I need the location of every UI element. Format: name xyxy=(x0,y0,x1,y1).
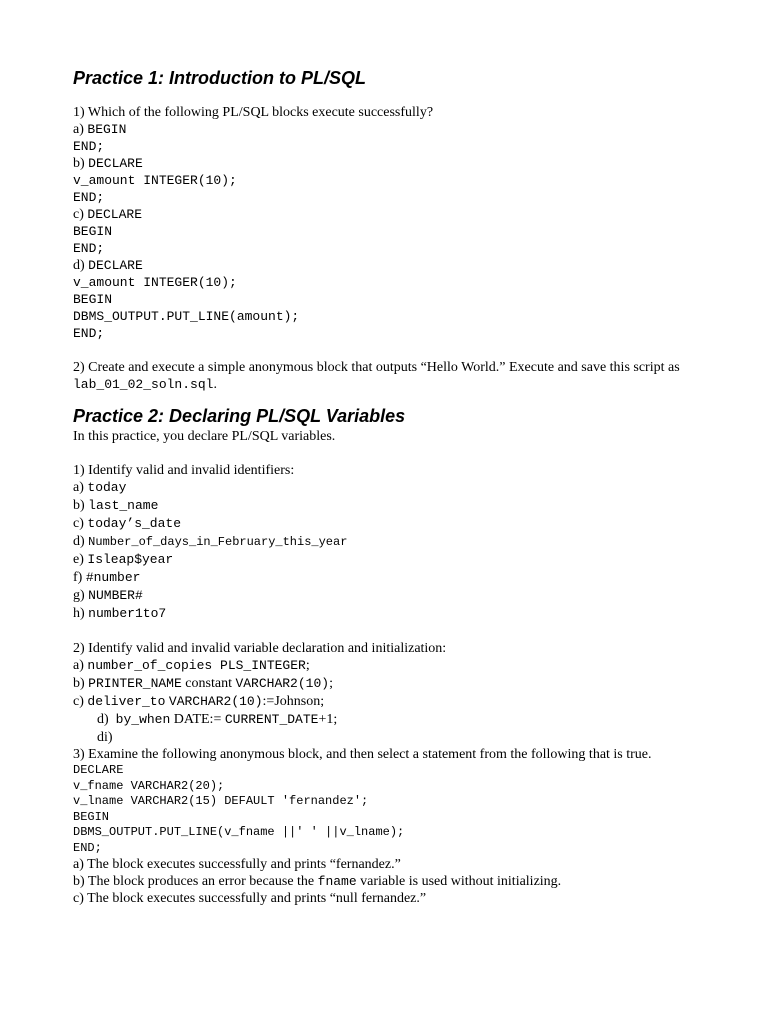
option-label: b) xyxy=(73,498,89,513)
code-text: today’s_date xyxy=(87,516,182,531)
spacer xyxy=(73,393,693,404)
option-label: c) xyxy=(73,694,88,709)
p1-option-a-line2: END; xyxy=(73,139,105,154)
code-text: VARCHAR2(10) xyxy=(168,694,263,709)
identifier-list xyxy=(73,479,693,623)
spacer xyxy=(73,445,693,462)
code-text: BEGIN xyxy=(87,122,127,137)
option-label: a) xyxy=(73,480,88,495)
p1-option-c-line2: BEGIN xyxy=(73,224,113,239)
option-label: c) xyxy=(73,516,88,531)
option-label: b) xyxy=(73,156,89,171)
p2-intro: In this practice, you declare PL/SQL variables. xyxy=(73,429,336,444)
script-filename: lab_01_02_soln.sql xyxy=(73,377,214,392)
plain-text: constant xyxy=(181,676,236,691)
p2-question3: 3) Examine the following anonymous block, and then select a statement from the following that is true. xyxy=(73,747,652,762)
code-text: last_name xyxy=(88,498,159,513)
code-text: number_of_copies PLS_INTEGER xyxy=(87,658,306,673)
p1-option-d-line1 xyxy=(73,257,693,274)
p1-option-d-line4: DBMS_OUTPUT.PUT_LINE(amount); xyxy=(73,309,300,324)
plain-text: ; xyxy=(329,676,333,691)
punctuation: . xyxy=(213,377,217,392)
p2-question1: 1) Identify valid and invalid identifiers: xyxy=(73,463,295,478)
code-text: Number_of_days_in_February_this_year xyxy=(88,535,348,549)
identifier-item xyxy=(73,515,693,533)
code-text: today xyxy=(87,480,127,495)
code-text: DECLARE xyxy=(88,258,143,273)
declaration-b xyxy=(73,675,693,693)
p1-option-a-line1 xyxy=(73,121,693,138)
code-text: deliver_to xyxy=(87,694,166,709)
option-label: e) xyxy=(73,552,88,567)
code-text: by_when xyxy=(115,712,171,727)
code-text: DECLARE xyxy=(87,207,142,222)
p1-question2 xyxy=(73,359,693,393)
code-text: NUMBER# xyxy=(88,588,143,603)
declaration-d xyxy=(73,711,693,729)
plain-text: ; xyxy=(305,658,310,673)
option-label: b) xyxy=(73,676,89,691)
plain-text: DATE:= xyxy=(170,712,225,727)
answer-a: a) The block executes successfully and prints “fernandez.” xyxy=(73,857,401,872)
declaration-c xyxy=(73,693,693,711)
identifier-item xyxy=(73,533,693,551)
identifier-item xyxy=(73,605,693,623)
code-text: number1to7 xyxy=(88,606,167,621)
code-text: Isleap$year xyxy=(87,552,174,567)
code-line: DBMS_OUTPUT.PUT_LINE(v_fname ||' ' ||v_lname); xyxy=(73,825,405,839)
code-text: #number xyxy=(85,570,141,585)
document-page xyxy=(73,66,693,907)
option-label: h) xyxy=(73,606,89,621)
code-line: BEGIN xyxy=(73,809,110,824)
option-label: a) xyxy=(73,658,88,673)
code-line: DECLARE xyxy=(73,763,124,777)
option-label: d) xyxy=(97,712,116,727)
p1-option-b-line3: END; xyxy=(73,190,105,205)
practice1-title: Practice 1: Introduction to PL/SQL xyxy=(73,68,367,88)
p2-question2: 2) Identify valid and invalid variable declaration and initialization: xyxy=(73,641,447,656)
code-block xyxy=(73,763,693,856)
code-line: v_lname VARCHAR2(15) DEFAULT 'fernandez'; xyxy=(73,794,369,808)
answer-c: c) The block executes successfully and prints “null fernandez.” xyxy=(73,891,427,906)
option-label: c) xyxy=(73,207,88,222)
option-label: d) xyxy=(73,534,89,549)
practice2-title: Practice 2: Declaring PL/SQL Variables xyxy=(73,406,406,426)
identifier-item xyxy=(73,479,693,497)
p1-option-c-line3: END; xyxy=(73,241,105,256)
p1-option-d-line2: v_amount INTEGER(10); xyxy=(73,275,237,290)
plain-text: variable is used without initializing. xyxy=(356,874,562,889)
option-label: d) xyxy=(73,258,89,273)
option-label: f) xyxy=(73,570,86,585)
question-text: 2) Create and execute a simple anonymous block that outputs “Hello World.” Execute and save this script as xyxy=(73,360,680,375)
plain-text: b) The block produces an error because the xyxy=(73,874,318,889)
p1-option-b-line2: v_amount INTEGER(10); xyxy=(73,173,237,188)
identifier-item xyxy=(73,587,693,605)
p1-option-d-line3: BEGIN xyxy=(73,292,113,307)
p1-option-d-line5: END; xyxy=(73,326,105,341)
identifier-item xyxy=(73,497,693,515)
code-text: VARCHAR2(10) xyxy=(235,676,330,691)
p1-option-c-line1 xyxy=(73,206,693,223)
p1-question1: 1) Which of the following PL/SQL blocks execute successfully? xyxy=(73,105,434,120)
p1-option-b-line1 xyxy=(73,155,693,172)
option-label: a) xyxy=(73,122,88,137)
code-line: END; xyxy=(73,840,102,855)
code-text: CURRENT_DATE xyxy=(224,712,319,727)
declaration-di: di) xyxy=(97,730,113,745)
code-text: fname xyxy=(317,874,357,889)
code-line: v_fname VARCHAR2(20); xyxy=(73,778,225,793)
declaration-a xyxy=(73,657,693,675)
plain-text: :=Johnson; xyxy=(262,694,325,709)
spacer xyxy=(73,342,693,359)
plain-text: +1; xyxy=(318,712,338,727)
code-text: DECLARE xyxy=(88,156,143,171)
option-label: g) xyxy=(73,588,89,603)
code-text: PRINTER_NAME xyxy=(88,676,182,691)
spacer xyxy=(73,623,693,640)
answer-b xyxy=(73,873,693,890)
identifier-item xyxy=(73,551,693,569)
identifier-item xyxy=(73,569,693,587)
